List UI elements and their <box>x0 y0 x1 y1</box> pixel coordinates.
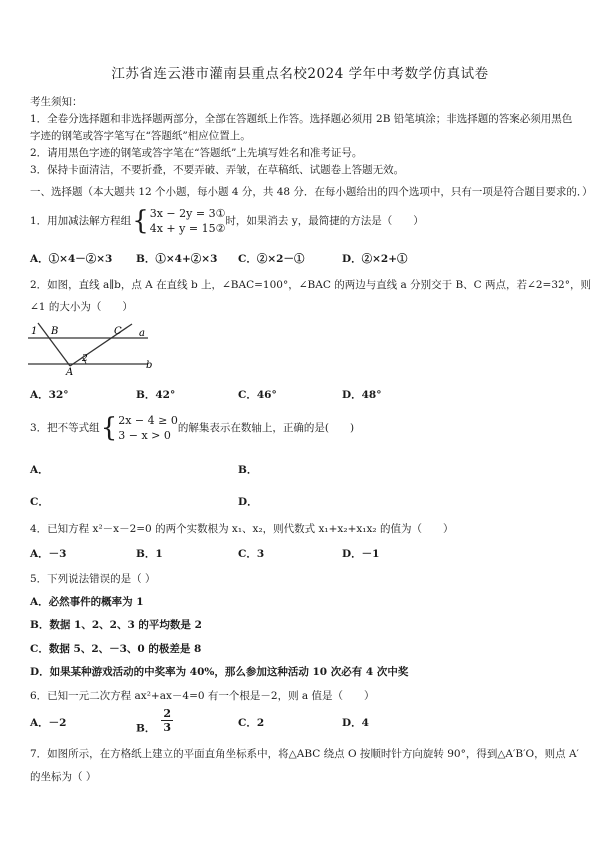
notice-item: 字迹的钢笔或答字笔写在“答题纸”相应位置上。 <box>30 130 251 142</box>
question-1 <box>30 206 424 236</box>
q1-option-d[interactable]: D．②×2+① <box>342 253 408 265</box>
q3-option-c[interactable]: C． <box>30 496 49 508</box>
q5-option-a-text: A．必然事件的概率为 1 <box>30 596 144 608</box>
label-a-line: a <box>139 328 145 339</box>
segment-ac <box>70 324 132 366</box>
page-title: 江苏省连云港市灌南县重点名校2024 学年中考数学仿真试卷 <box>111 66 489 82</box>
notice-item: 2．请用黑色字迹的钢笔或答字笔在“答题纸”上先填写姓名和准考证号。 <box>30 147 363 159</box>
q3-prefix: 3．把不等式组 <box>30 422 100 434</box>
q1-equation-system <box>150 206 226 236</box>
q2-option-d[interactable]: D．48° <box>342 389 382 401</box>
notice-item: 1．全卷分选择题和非选择题两部分，全部在答题纸上作答。选择题必须用 2B 铅笔填涂；非选择题的答案必须用黑色 <box>30 113 573 125</box>
q1-suffix: 时，如果消去 y，最简捷的方法是（ ） <box>225 215 424 227</box>
brace-icon: { <box>132 206 149 236</box>
label-b-line: b <box>146 360 153 371</box>
notice-item: 3．保持卡面清洁，不要折叠，不要弄破、弄皱，在草稿纸、试题卷上答题无效。 <box>30 164 405 176</box>
q3-inequality-system <box>118 413 178 443</box>
q5-option-b-text: B．数据 1、2、2、3 的平均数是 2 <box>30 619 202 631</box>
q1-prefix: 1．用加减法解方程组 <box>30 215 132 227</box>
fraction-numerator: 2 <box>163 707 172 720</box>
q2-option-c[interactable]: C．46° <box>238 389 277 401</box>
question-6: 6．已知一元二次方程 ax²+ax－4=0 有一个根是－2，则 a 值是（ ） <box>30 690 375 702</box>
q1-option-c[interactable]: C．②×2－① <box>238 253 305 265</box>
question-2-line1: 2．如图，直线 a∥b，点 A 在直线 b 上，∠BAC=100°，∠BAC 的两边与直线 a 分别交于 B、C 两点，若∠2=32°，则 <box>30 279 591 291</box>
q3-eq1: 2x − 4 ≥ 0 <box>118 414 178 427</box>
label-c: C <box>114 326 122 337</box>
q5-option-d-text: D．如果某种游戏活动的中奖率为 40%，那么参加这种活动 10 次必有 4 次中奖 <box>30 666 409 678</box>
notice-block <box>30 94 578 179</box>
q3-eq2: 3 − x > 0 <box>118 429 171 442</box>
q2-option-a[interactable]: A．32° <box>30 389 69 401</box>
q6-option-c[interactable]: C．2 <box>238 717 265 729</box>
question-7-line2: 的坐标为（ ） <box>30 771 97 783</box>
q6-option-b-label: B． <box>136 722 156 735</box>
label-b: B <box>51 326 59 337</box>
label-1: 1 <box>31 326 38 337</box>
fraction-denominator: 3 <box>163 721 172 734</box>
q3-suffix: 的解集表示在数轴上，正确的是( ) <box>177 422 355 434</box>
q2-figure <box>28 320 158 376</box>
question-3 <box>30 413 354 443</box>
question-7-line1: 7．如图所示，在方格纸上建立的平面直角坐标系中，将△ABC 绕点 O 按顺时针方向旋转 90°，得到△A′B′O，则点 A′ <box>30 748 579 760</box>
label-2: 2 <box>82 354 88 364</box>
q5-option-c-text: C．数据 5、2、－3、0 的极差是 8 <box>30 643 202 655</box>
q4-option-d[interactable]: D．－1 <box>342 548 380 560</box>
q6-option-b[interactable] <box>136 707 173 742</box>
notice-heading: 考生须知： <box>30 96 83 108</box>
q4-option-c[interactable]: C．3 <box>238 548 265 560</box>
brace-icon: { <box>100 413 118 443</box>
question-2-line2: ∠1 的大小为（ ） <box>30 301 133 313</box>
q6-fraction <box>161 707 173 734</box>
question-5: 5．下列说法错误的是（ ） <box>30 573 156 585</box>
q1-eq1: 3x − 2y = 3① <box>149 207 226 220</box>
q1-option-a[interactable]: A．①×4－②×3 <box>30 253 113 265</box>
q1-eq2: 4x + y = 15② <box>149 222 226 235</box>
q4-option-a[interactable]: A．－3 <box>30 548 67 560</box>
q6-option-d[interactable]: D．4 <box>342 717 369 729</box>
q2-option-b[interactable]: B．42° <box>136 389 176 401</box>
q3-option-a[interactable]: A． <box>30 464 49 476</box>
question-4: 4．已知方程 x²－x－2=0 的两个实数根为 x₁、x₂，则代数式 x₁+x₂+x₁x₂ 的值为（ ） <box>30 523 454 535</box>
label-a-point: A <box>66 367 74 376</box>
section-heading: 一、选择题（本大题共 12 个小题，每小题 4 分，共 48 分．在每小题给出的四个选项中，只有一项是符合题目要求的．） <box>30 186 593 198</box>
q4-option-b[interactable]: B．1 <box>136 548 163 560</box>
q3-option-b[interactable]: B． <box>238 464 258 476</box>
q3-option-d[interactable]: D． <box>238 496 258 508</box>
q1-option-b[interactable]: B．①×4+②×3 <box>136 253 218 265</box>
q6-option-a[interactable]: A．－2 <box>30 717 67 729</box>
